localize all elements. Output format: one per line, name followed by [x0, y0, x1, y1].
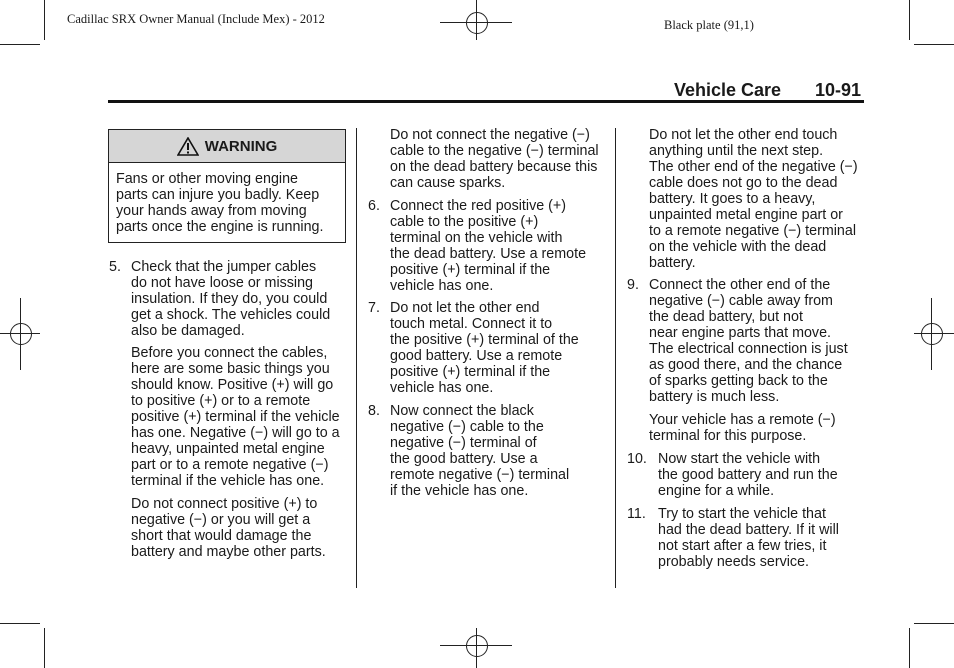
crop-mark — [44, 628, 45, 668]
header-rule — [108, 100, 864, 103]
paragraph — [131, 496, 326, 560]
text-line: cable to the positive (+) — [390, 214, 539, 230]
text-line: not start after a few tries, it — [658, 538, 827, 554]
warning-header — [109, 130, 345, 163]
text-line: also be damaged. — [131, 323, 245, 339]
text-line: remote negative (−) terminal — [390, 467, 570, 483]
text-line: Now connect the black — [390, 403, 534, 419]
warning-box — [108, 129, 346, 243]
step-number: 10. — [627, 451, 647, 467]
text-line: vehicle has one. — [390, 380, 494, 396]
column-divider — [356, 128, 357, 588]
step-9 — [649, 277, 848, 405]
text-line: insulation. If they do, you could — [131, 291, 328, 307]
step-number: 7. — [368, 300, 380, 316]
text-line: the good battery. Use a — [390, 451, 538, 467]
text-line: negative (−) terminal of — [390, 435, 537, 451]
page-number: 10-91 — [815, 80, 862, 100]
warning-label: WARNING — [204, 137, 278, 155]
text-line: should know. Positive (+) will go — [131, 377, 334, 393]
text-line: your hands away from moving — [116, 203, 307, 219]
text-line: the dead battery. Use a remote — [390, 246, 587, 262]
text-line: parts can injure you badly. Keep — [116, 187, 320, 203]
document-title: Cadillac SRX Owner Manual (Include Mex) - 2012 — [67, 12, 325, 26]
text-line: has one. Negative (−) will go to a — [131, 425, 340, 441]
text-line: part or to a remote negative (−) — [131, 457, 329, 473]
text-line: negative (−) cable away from — [649, 293, 833, 309]
text-line: battery is much less. — [649, 389, 780, 405]
text-line: terminal on the vehicle with — [390, 230, 563, 246]
step-number: 6. — [368, 198, 380, 214]
text-line: battery and maybe other parts. — [131, 544, 326, 560]
text-line: on the dead battery because this — [390, 159, 598, 175]
text-line: positive (+) terminal if the vehicle — [131, 409, 340, 425]
text-line: can cause sparks. — [390, 175, 506, 191]
step-5 — [131, 259, 330, 339]
registration-mark — [466, 635, 488, 657]
step-11 — [658, 506, 839, 570]
plate-label: Black plate (91,1) — [664, 18, 754, 32]
step-number: 5. — [109, 259, 121, 275]
paragraph — [649, 412, 836, 444]
text-line: The other end of the negative (−) — [649, 159, 858, 175]
text-line: vehicle has one. — [390, 278, 494, 294]
text-line: Do not let the other end — [390, 300, 540, 316]
crop-mark — [0, 623, 40, 624]
text-line: positive (+) terminal if the — [390, 262, 551, 278]
step-number: 11. — [627, 506, 646, 522]
text-line: the positive (+) terminal of the — [390, 332, 579, 348]
warning-triangle-icon — [177, 137, 199, 156]
text-line: The electrical connection is just — [649, 341, 848, 357]
text-line: terminal for this purpose. — [649, 428, 807, 444]
text-line: if the vehicle has one. — [390, 483, 529, 499]
text-line: of sparks getting back to the — [649, 373, 828, 389]
text-line: had the dead battery. If it will — [658, 522, 839, 538]
crop-mark — [909, 0, 910, 40]
text-line: Try to start the vehicle that — [658, 506, 826, 522]
text-line: to a remote negative (−) terminal — [649, 223, 857, 239]
crop-mark — [44, 0, 45, 40]
text-line: Fans or other moving engine — [116, 171, 298, 187]
text-line: to positive (+) or to a remote — [131, 393, 311, 409]
step-number: 8. — [368, 403, 380, 419]
column-divider — [615, 128, 616, 588]
text-line: near engine parts that move. — [649, 325, 831, 341]
text-line: negative (−) or you will get a — [131, 512, 311, 528]
text-line: as good there, and the chance — [649, 357, 843, 373]
text-line: get a shock. The vehicles could — [131, 307, 331, 323]
text-line: cable does not go to the dead — [649, 175, 838, 191]
text-line: cable to the negative (−) terminal — [390, 143, 599, 159]
text-line: Before you connect the cables, — [131, 345, 328, 361]
text-line: the dead battery, but not — [649, 309, 803, 325]
section-title: Vehicle Care — [674, 80, 782, 100]
text-line: Connect the red positive (+) — [390, 198, 567, 214]
text-line: battery. — [649, 255, 696, 271]
text-line: here are some basic things you — [131, 361, 330, 377]
step-8 — [390, 403, 569, 499]
paragraph — [131, 345, 340, 489]
text-line: battery. It goes to a heavy, — [649, 191, 816, 207]
step-10 — [658, 451, 838, 499]
crop-mark — [914, 623, 954, 624]
text-line: terminal if the vehicle has one. — [131, 473, 325, 489]
text-line: anything until the next step. — [649, 143, 824, 159]
text-line: good battery. Use a remote — [390, 348, 563, 364]
text-line: Now start the vehicle with — [658, 451, 821, 467]
text-line: heavy, unpainted metal engine — [131, 441, 325, 457]
text-line: Do not connect positive (+) to — [131, 496, 318, 512]
text-line: on the vehicle with the dead — [649, 239, 827, 255]
text-line: parts once the engine is running. — [116, 219, 324, 235]
text-line: probably needs service. — [658, 554, 809, 570]
text-line: Your vehicle has a remote (−) — [649, 412, 836, 428]
text-line: touch metal. Connect it to — [390, 316, 553, 332]
step-7 — [390, 300, 579, 396]
text-line: Connect the other end of the — [649, 277, 831, 293]
text-line: short that would damage the — [131, 528, 312, 544]
paragraph — [649, 127, 858, 271]
crop-mark — [914, 44, 954, 45]
text-line: Check that the jumper cables — [131, 259, 317, 275]
crop-mark — [909, 628, 910, 668]
text-line: negative (−) cable to the — [390, 419, 544, 435]
registration-mark — [10, 323, 32, 345]
text-line: Do not connect the negative (−) — [390, 127, 590, 143]
text-line: unpainted metal engine part or — [649, 207, 843, 223]
text-line: positive (+) terminal if the — [390, 364, 551, 380]
warning-body — [109, 163, 345, 235]
crop-mark — [0, 44, 40, 45]
text-line: the good battery and run the — [658, 467, 838, 483]
text-line: engine for a while. — [658, 483, 775, 499]
registration-mark — [921, 323, 943, 345]
paragraph — [390, 127, 599, 191]
step-6 — [390, 198, 586, 294]
text-line: Do not let the other end touch — [649, 127, 838, 143]
step-number: 9. — [627, 277, 639, 293]
text-line: do not have loose or missing — [131, 275, 313, 291]
registration-mark — [466, 12, 488, 34]
